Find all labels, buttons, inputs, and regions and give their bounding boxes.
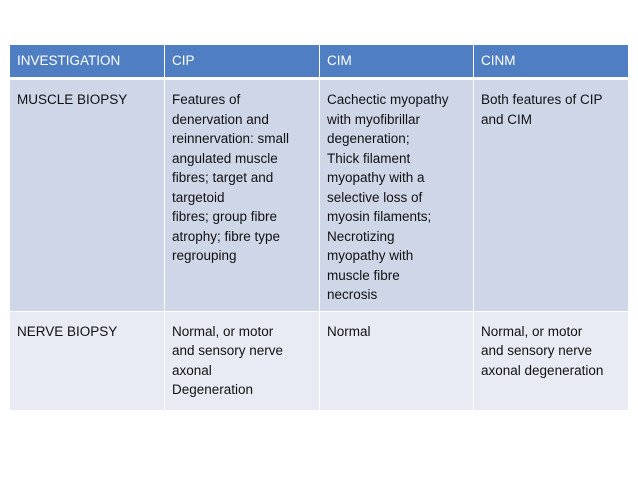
header-cim: CIM — [319, 45, 473, 79]
row-label: NERVE BIOPSY — [17, 323, 118, 339]
cell-cim — [319, 311, 473, 410]
table-row-muscle-biopsy — [10, 79, 628, 311]
cell-cinm — [473, 311, 628, 410]
table-row-nerve-biopsy — [10, 311, 628, 410]
header-cinm: CINM — [473, 45, 628, 79]
cim-text: Normal — [327, 323, 371, 339]
cell-cip — [164, 79, 319, 311]
header-row — [10, 45, 628, 79]
header-cip: CIP — [164, 45, 319, 79]
row-label: MUSCLE BIOPSY — [17, 92, 128, 107]
cinm-text: Normal, or motor and sensory nerve axonal degeneration — [481, 323, 604, 378]
cim-text: Cachectic myopathy with myofibrillar degeneration; Thick filament myopathy with a selective loss of myosin filaments; Necrotizing myopathy with muscle fibre necrosis — [327, 92, 449, 302]
cip-text: Features of denervation and reinnervation: small angulated muscle fibres; target and targetoid fibres; group fibre atrophy; fibre type regrouping — [172, 92, 290, 263]
cell-label — [10, 311, 164, 410]
cip-text: Normal, or motor and sensory nerve axonal Degeneration — [172, 323, 284, 397]
header-investigation: INVESTIGATION — [10, 45, 164, 79]
comparison-table — [10, 45, 628, 410]
cell-cip — [164, 311, 319, 410]
cell-cim — [319, 79, 473, 311]
cinm-text: Both features of CIP and CIM — [481, 92, 603, 127]
cell-label — [10, 79, 164, 311]
cell-cinm — [473, 79, 628, 311]
